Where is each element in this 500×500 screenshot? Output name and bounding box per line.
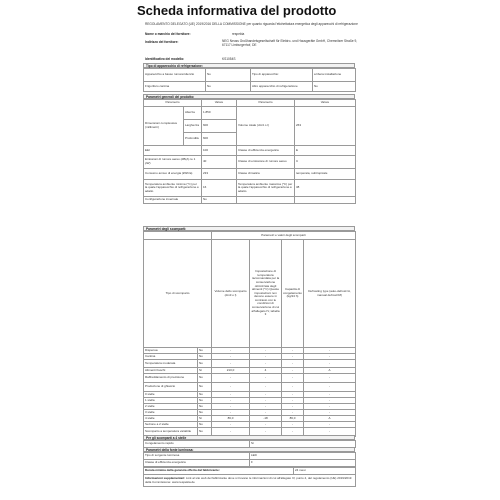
compartment-present: No bbox=[198, 348, 212, 354]
table-row bbox=[144, 383, 356, 392]
param-value: 16 bbox=[202, 180, 237, 197]
light-section-header: Parametri della fonte luminosa: bbox=[143, 447, 355, 452]
table-row bbox=[144, 146, 356, 156]
compartment-volume: - bbox=[212, 428, 250, 437]
value-header: Valore bbox=[295, 100, 356, 107]
width-value: 600 bbox=[202, 120, 237, 133]
compartment-name: Temperatura moderata bbox=[144, 360, 198, 368]
compartment-temperature: - bbox=[250, 392, 282, 398]
compartment-type-header: Tipo di scomparto bbox=[144, 240, 212, 348]
address-label: Indirizzo del fornitore: bbox=[145, 40, 179, 44]
compartment-name: Sezione a 2 stelle bbox=[144, 422, 198, 428]
table-row bbox=[144, 360, 356, 368]
light-label: Classe di efficienza energetica bbox=[144, 460, 250, 467]
table-row bbox=[144, 100, 356, 107]
param-label: Classe di emissione di rumore aereo bbox=[237, 156, 295, 169]
table-row bbox=[144, 169, 356, 180]
compartment-capacity: - bbox=[282, 374, 304, 383]
param-header: Parametro bbox=[144, 100, 202, 107]
table-row bbox=[144, 460, 356, 467]
param-label: Classe climatica bbox=[237, 169, 295, 180]
compartments-section-header: Parametri degli scomparti: bbox=[143, 226, 355, 231]
param-header: Parametro bbox=[237, 100, 295, 107]
compartment-name: Produzione di ghiaccio bbox=[144, 383, 198, 392]
param-label: EEI bbox=[144, 146, 202, 156]
model-label: Identificativo del modello: bbox=[145, 57, 185, 61]
compartment-volume: - bbox=[212, 348, 250, 354]
guarantee-value: 24 mesi bbox=[294, 468, 356, 475]
param-value: temperata, subtropicale bbox=[295, 169, 356, 180]
compartment-temperature: - bbox=[250, 354, 282, 360]
compartment-name: 1 stella bbox=[144, 398, 198, 404]
compartment-defrost: - bbox=[304, 398, 356, 404]
compartment-defrost: - bbox=[304, 404, 356, 410]
compartment-capacity: - bbox=[282, 428, 304, 437]
compartment-volume: - bbox=[212, 360, 250, 368]
compartment-capacity: - bbox=[282, 422, 304, 428]
volume-header: Volume dello scomparto (dm3 o l) bbox=[212, 240, 250, 348]
param-value: 233 bbox=[202, 169, 237, 180]
compartment-present: Sì bbox=[198, 416, 212, 422]
param-value bbox=[295, 197, 356, 204]
compartment-defrost: A bbox=[304, 368, 356, 374]
compartment-present: No bbox=[198, 383, 212, 392]
four-star-section-header: Per gli scomparti a 4 stelle bbox=[143, 435, 355, 440]
compartment-defrost: - bbox=[304, 348, 356, 354]
table-row bbox=[144, 232, 356, 240]
compartment-name: 3 stelle bbox=[144, 410, 198, 416]
table-row bbox=[144, 156, 356, 169]
compartment-defrost: - bbox=[304, 392, 356, 398]
compartment-group-header: Parametri e valori degli scomparti bbox=[212, 232, 356, 240]
type-value: No bbox=[206, 82, 251, 92]
total-volume-label: Volume totale (dm3 o l) bbox=[237, 107, 295, 146]
compartment-capacity: 86,0 bbox=[282, 416, 304, 422]
compartment-temperature: - bbox=[250, 428, 282, 437]
compartment-name: Alimenti freschi bbox=[144, 368, 198, 374]
additional-value: Link al sito web del fabbricante dove si trovano le informazioni di cui all'allegato IV, punto 4, del regolamento (UE) 2019/2019 della Commissione: www.respekta.de bbox=[145, 475, 352, 484]
model-value: KS1054S bbox=[222, 57, 236, 61]
compartment-temperature: - bbox=[250, 404, 282, 410]
compartment-present: No bbox=[198, 422, 212, 428]
param-label: Classe di efficienza energetica bbox=[237, 146, 295, 156]
guarantee-label: Durata minima della garanzia offerta dal fabbricante: bbox=[144, 468, 294, 475]
light-table bbox=[143, 452, 356, 467]
compartment-defrost: - bbox=[304, 410, 356, 416]
compartment-defrost: A bbox=[304, 416, 356, 422]
compartment-present: No bbox=[198, 392, 212, 398]
compartment-volume: - bbox=[212, 398, 250, 404]
table-row bbox=[144, 240, 356, 348]
table-row bbox=[144, 82, 356, 92]
defrost-header: Defrosting type (auto-defrost=A, manual defrost=M) bbox=[304, 240, 356, 348]
type-label: Frigorifero cantina bbox=[144, 82, 206, 92]
compartment-temperature: 4 bbox=[250, 368, 282, 374]
compartment-name: Cantina bbox=[144, 354, 198, 360]
compartment-defrost: - bbox=[304, 383, 356, 392]
value-header: Valore bbox=[202, 100, 237, 107]
type-value: a libera installazione bbox=[313, 69, 356, 82]
table-row bbox=[144, 453, 356, 460]
compartment-present: No bbox=[198, 428, 212, 437]
compartment-present: No bbox=[198, 398, 212, 404]
compartment-capacity: - bbox=[282, 360, 304, 368]
compartment-present: No bbox=[198, 374, 212, 383]
compartment-present: No bbox=[198, 354, 212, 360]
param-value: E bbox=[295, 146, 356, 156]
param-value: 100 bbox=[202, 146, 237, 156]
param-value: C bbox=[295, 156, 356, 169]
param-value: No bbox=[202, 197, 237, 204]
table-row bbox=[144, 180, 356, 197]
compartment-volume: - bbox=[212, 404, 250, 410]
width-label: Larghezza bbox=[184, 120, 202, 133]
general-section-header: Parametri generali del prodotto: bbox=[143, 94, 355, 99]
compartment-defrost: - bbox=[304, 360, 356, 368]
compartment-volume: - bbox=[212, 392, 250, 398]
compartment-present: No bbox=[198, 410, 212, 416]
light-label: Tipo di sorgente luminosa bbox=[144, 453, 250, 460]
guarantee-table bbox=[143, 467, 356, 487]
compartment-capacity: - bbox=[282, 368, 304, 374]
depth-value: 600 bbox=[202, 133, 237, 146]
depth-label: Profondità bbox=[184, 133, 202, 146]
compartment-volume: - bbox=[212, 374, 250, 383]
compartment-temperature: - bbox=[250, 348, 282, 354]
compartment-temperature: - bbox=[250, 360, 282, 368]
compartment-volume: - bbox=[212, 354, 250, 360]
type-value: No bbox=[206, 69, 251, 82]
compartment-name: 4 stelle bbox=[144, 416, 198, 422]
height-value: 1.850 bbox=[202, 107, 237, 120]
table-row bbox=[144, 107, 356, 120]
compartment-temperature: - bbox=[250, 398, 282, 404]
compartment-present: Sì bbox=[198, 368, 212, 374]
compartment-volume: - bbox=[212, 383, 250, 392]
compartment-capacity: - bbox=[282, 398, 304, 404]
fast-freeze-value: Sì bbox=[250, 441, 356, 448]
param-label: Temperatura ambiente minima (°C) per la quale l'apparecchio di refrigerazione è adatto bbox=[144, 180, 202, 197]
type-label: Apparecchio a basso rumore/silenzio bbox=[144, 69, 206, 82]
compartment-name: Dispensa bbox=[144, 348, 198, 354]
compartment-capacity: - bbox=[282, 404, 304, 410]
light-value: LED bbox=[250, 453, 356, 460]
compartment-temperature: - bbox=[250, 383, 282, 392]
compartment-present: No bbox=[198, 404, 212, 410]
supplier-label: Nome o marchio del fornitore: bbox=[145, 32, 191, 36]
compartment-name: 0 stelle bbox=[144, 392, 198, 398]
compartment-temperature: - bbox=[250, 410, 282, 416]
compartment-volume: - bbox=[212, 422, 250, 428]
compartment-defrost: - bbox=[304, 428, 356, 437]
capacity-header: Capacità di congelamento (kg/24 h) bbox=[282, 240, 304, 348]
param-label: Consumo annuo di energia (kWh/a) bbox=[144, 169, 202, 180]
total-volume-value: 263 bbox=[295, 107, 356, 146]
address-value: NEG Neuss Großhandelsgesellschaft für Elektro- und Hausgeräte GmbH, Chemnitzer Straße 9, 67117 Limburgerhof, DE bbox=[222, 39, 358, 48]
compartment-temperature: - bbox=[250, 422, 282, 428]
table-row bbox=[144, 374, 356, 383]
compartment-present: No bbox=[198, 360, 212, 368]
table-row bbox=[144, 475, 356, 487]
table-row bbox=[144, 69, 356, 82]
compartment-temperature: - bbox=[250, 374, 282, 383]
compartment-volume: - bbox=[212, 410, 250, 416]
compartment-name: Scomparto a temperatura variabile bbox=[144, 428, 198, 437]
table-row bbox=[144, 197, 356, 204]
param-label: Configurazione invernale bbox=[144, 197, 202, 204]
compartment-name: 2 stelle bbox=[144, 404, 198, 410]
page-title: Scheda informativa del prodotto bbox=[137, 3, 337, 18]
compartment-capacity: - bbox=[282, 410, 304, 416]
compartment-volume: 210,0 bbox=[212, 368, 250, 374]
temperature-header: Impostazione di temperatura raccomandata per la conservazione ottimizzata degli alimenti (°C) Queste impostazioni non devono essere in contrasto con le condizioni di conservazione di cui all'allegato IV, tabella 3 bbox=[250, 240, 282, 348]
compartment-capacity: - bbox=[282, 392, 304, 398]
type-table bbox=[143, 68, 356, 92]
compartment-name: Raffreddamento di precisione bbox=[144, 374, 198, 383]
height-label: Altezza bbox=[184, 107, 202, 120]
type-value: No bbox=[313, 82, 356, 92]
compartment-defrost: - bbox=[304, 354, 356, 360]
compartment-defrost: - bbox=[304, 374, 356, 383]
param-label bbox=[237, 197, 295, 204]
dimensions-label: Dimensioni complessive (millimetri) bbox=[144, 107, 184, 146]
supplier-value: respekta bbox=[232, 32, 245, 36]
param-label: Emissioni di rumore aereo (dB(A) re 1 pW) bbox=[144, 156, 202, 169]
param-value: 40 bbox=[202, 156, 237, 169]
type-section-header: Tipo di apparecchio di refrigerazione: bbox=[143, 63, 355, 68]
fast-freeze-label: Congelamento rapido bbox=[144, 441, 250, 448]
compartment-temperature: -18 bbox=[250, 416, 282, 422]
general-table bbox=[143, 99, 356, 204]
compartments-table bbox=[143, 231, 356, 437]
type-label: Tipo di apparecchio: bbox=[251, 69, 313, 82]
param-value: 38 bbox=[295, 180, 356, 197]
compartment-capacity: - bbox=[282, 383, 304, 392]
compartment-volume: 86,0 bbox=[212, 416, 250, 422]
additional-label: Informazioni supplementari: bbox=[145, 475, 186, 480]
compartment-capacity: - bbox=[282, 348, 304, 354]
table-row bbox=[144, 468, 356, 475]
compartment-capacity: - bbox=[282, 354, 304, 360]
compartment-defrost: - bbox=[304, 422, 356, 428]
param-label: Temperatura ambiente massima (°C) per la quale l'apparecchio di refrigerazione è adatto bbox=[237, 180, 295, 197]
type-label: Altro apparecchio di refrigerazione bbox=[251, 82, 313, 92]
regulation-text: REGOLAMENTO DELEGATO (UE) 2019/2016 DELLA COMMISSIONE per quanto riguarda l'etichettatura energetica degli apparecchi di refrigerazione bbox=[145, 22, 358, 26]
light-value: F bbox=[250, 460, 356, 467]
